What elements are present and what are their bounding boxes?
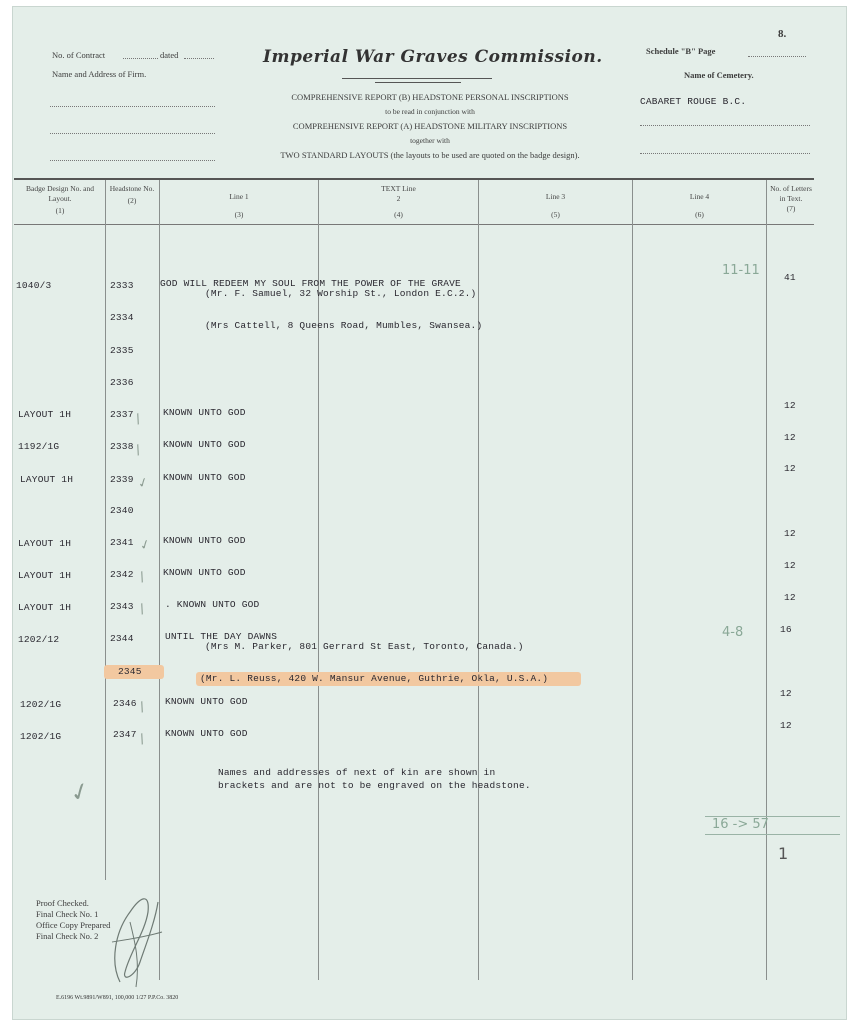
table-row-headstone: 2342	[110, 569, 134, 580]
col-num-line1: (3)	[234, 210, 244, 219]
dated-line	[184, 58, 214, 59]
page-title: Imperial War Graves Commission.	[263, 47, 603, 67]
check-mark-icon: /	[137, 569, 147, 586]
table-row-text: . KNOWN UNTO GOD	[165, 599, 260, 610]
table-row-headstone: 2333	[110, 280, 134, 291]
col-num-badge: (1)	[55, 206, 65, 215]
final-check-1-label: Final Check No. 1	[36, 909, 99, 919]
table-row-text: KNOWN UNTO GOD	[165, 696, 248, 707]
col-label-headstone: Headstone No.	[109, 184, 155, 193]
pencil-rule-bottom	[705, 834, 840, 835]
check-mark-icon: ✓	[137, 536, 154, 555]
schedule-line	[748, 56, 806, 57]
table-row-headstone: 2334	[110, 312, 134, 323]
table-row-letters: 12	[784, 463, 796, 474]
schedule-label: Schedule "B" Page	[646, 46, 716, 56]
cemetery-line-3	[640, 153, 810, 154]
table-row-kin: (Mrs Cattell, 8 Queens Road, Mumbles, Swansea.)	[205, 320, 483, 331]
contract-label: No. of Contract	[52, 50, 106, 60]
check-mark-icon: /	[137, 731, 147, 748]
table-row-headstone: 2338	[110, 441, 134, 452]
table-row-text: KNOWN UNTO GOD	[163, 439, 246, 450]
office-copy-label: Office Copy Prepared	[36, 920, 111, 930]
cemetery-line-2	[640, 125, 810, 126]
proof-checked-label: Proof Checked.	[36, 898, 89, 908]
check-mark-icon: /	[133, 411, 143, 428]
table-row-letters: 12	[780, 688, 792, 699]
table-row-text: UNTIL THE DAY DAWNS	[165, 631, 278, 642]
table-top-rule	[14, 178, 814, 180]
handwritten-signature	[100, 882, 170, 992]
col-divider-2	[159, 180, 160, 980]
report-line-5: TWO STANDARD LAYOUTS (the layouts to be used are quoted on the badge design).	[280, 150, 580, 160]
table-row-letters: 16	[780, 624, 792, 635]
print-code: E.6196 Wt.9891/W891, 100,000 1/27 P.P.Co. 3820	[56, 995, 179, 1001]
pencil-note-row1: 11-11	[722, 263, 760, 278]
table-row-letters: 12	[784, 528, 796, 539]
table-row-badge: LAYOUT 1H	[18, 602, 72, 613]
kin-note-line-1: Names and addresses of next of kin are shown in	[218, 767, 496, 778]
table-row-letters: 12	[784, 592, 796, 603]
firm-line-2	[50, 133, 215, 134]
pencil-total: 16 -> 57	[712, 817, 769, 832]
col-divider-5	[632, 180, 633, 980]
table-row-badge: 1202/12	[18, 634, 60, 645]
pencil-note-row2344: 4-8	[722, 625, 744, 640]
cemetery-value: CABARET ROUGE B.C.	[640, 96, 747, 107]
contract-line	[123, 58, 158, 59]
check-mark-icon: /	[137, 699, 147, 716]
col-num-line4: (6)	[695, 210, 704, 219]
table-row-headstone: 2347	[113, 729, 137, 740]
report-description	[230, 90, 630, 163]
table-row-badge: 1040/3	[16, 280, 52, 291]
dated-label: dated	[160, 50, 179, 60]
page-mark: 8.	[778, 28, 787, 40]
table-row-headstone: 2345	[118, 666, 142, 677]
table-row-text: KNOWN UNTO GOD	[163, 472, 246, 483]
table-row-text: KNOWN UNTO GOD	[165, 728, 248, 739]
report-line-1: COMPREHENSIVE REPORT (B) HEADSTONE PERSONAL INSCRIPTIONS	[291, 92, 569, 102]
col-header-badge	[16, 184, 104, 216]
table-row-badge: LAYOUT 1H	[18, 409, 72, 420]
check-mark-icon: /	[133, 442, 143, 459]
table-row-badge: LAYOUT 1H	[18, 538, 72, 549]
col-label-letters: No. of Letters in Text.	[770, 184, 812, 203]
col-header-line1	[160, 192, 318, 220]
col-num-line3: (5)	[551, 210, 560, 219]
col-num-headstone: (2)	[127, 196, 137, 205]
report-line-3: COMPREHENSIVE REPORT (A) HEADSTONE MILITARY INSCRIPTIONS	[292, 121, 568, 131]
firm-label: Name and Address of Firm.	[52, 69, 147, 79]
table-row-headstone: 2346	[113, 698, 137, 709]
table-row-letters: 12	[784, 400, 796, 411]
table-row-headstone: 2343	[110, 601, 134, 612]
cemetery-label: Name of Cemetery.	[684, 70, 754, 80]
report-line-2: to be read in conjunction with	[385, 106, 475, 116]
table-row-letters: 12	[784, 560, 796, 571]
col-header-letters	[768, 184, 814, 214]
table-row-headstone: 2336	[110, 377, 134, 388]
col-label-line4: Line 4	[689, 192, 710, 201]
col-header-headstone	[106, 184, 158, 206]
title-rule	[342, 78, 492, 79]
col-header-line3	[479, 192, 632, 220]
col-divider-4	[478, 180, 479, 980]
table-row-text: KNOWN UNTO GOD	[163, 407, 246, 418]
table-row-letters: 41	[784, 272, 796, 283]
table-row-kin: (Mr. L. Reuss, 420 W. Mansur Avenue, Guthrie, Okla, U.S.A.)	[200, 673, 549, 684]
table-row-badge: LAYOUT 1H	[20, 474, 74, 485]
col-label-line3: Line 3	[545, 192, 566, 201]
table-row-headstone: 2339	[110, 474, 134, 485]
col-num-line2: (4)	[394, 210, 403, 219]
table-row-badge: LAYOUT 1H	[18, 570, 72, 581]
col-divider-1	[105, 180, 106, 880]
table-row-badge: 1192/1G	[18, 441, 60, 452]
kin-note-line-2: brackets and are not to be engraved on the headstone.	[218, 780, 531, 791]
kin-note	[218, 766, 531, 792]
table-row-headstone: 2341	[110, 537, 134, 548]
pencil-one: 1	[778, 844, 789, 863]
table-row-headstone: 2340	[110, 505, 134, 516]
table-row-text: KNOWN UNTO GOD	[163, 567, 246, 578]
table-row-badge: 1202/1G	[20, 699, 62, 710]
firm-line-1	[50, 106, 215, 107]
table-row-letters: 12	[784, 432, 796, 443]
col-divider-6	[766, 180, 767, 980]
final-check-2-label: Final Check No. 2	[36, 931, 99, 941]
large-check-mark-icon: ✓	[65, 775, 95, 809]
report-line-4: together with	[410, 135, 450, 145]
col-label-badge: Badge Design No. and Layout.	[26, 184, 94, 203]
table-row-badge: 1202/1G	[20, 731, 62, 742]
table-row-headstone: 2337	[110, 409, 134, 420]
table-row-text: KNOWN UNTO GOD	[163, 535, 246, 546]
col-label-line2: TEXT Line 2	[381, 184, 416, 203]
firm-line-3	[50, 160, 215, 161]
col-header-line2	[319, 184, 478, 220]
table-row-letters: 12	[780, 720, 792, 731]
table-row-kin: (Mrs M. Parker, 801 Gerrard St East, Toronto, Canada.)	[205, 641, 524, 652]
table-row-headstone: 2335	[110, 345, 134, 356]
title-rule-short	[375, 82, 461, 83]
col-divider-3	[318, 180, 319, 980]
col-header-line4	[633, 192, 766, 220]
check-mark-icon: ✓	[135, 474, 152, 493]
table-row-text: GOD WILL REDEEM MY SOUL FROM THE POWER OF THE GRAVE	[160, 278, 461, 289]
check-mark-icon: /	[137, 601, 147, 618]
col-label-line1: Line 1	[229, 192, 249, 201]
table-row-headstone: 2344	[110, 633, 134, 644]
table-header-rule	[14, 224, 814, 225]
table-row-kin: (Mr. F. Samuel, 32 Worship St., London E.C.2.)	[205, 288, 477, 299]
col-num-letters: (7)	[786, 204, 796, 213]
